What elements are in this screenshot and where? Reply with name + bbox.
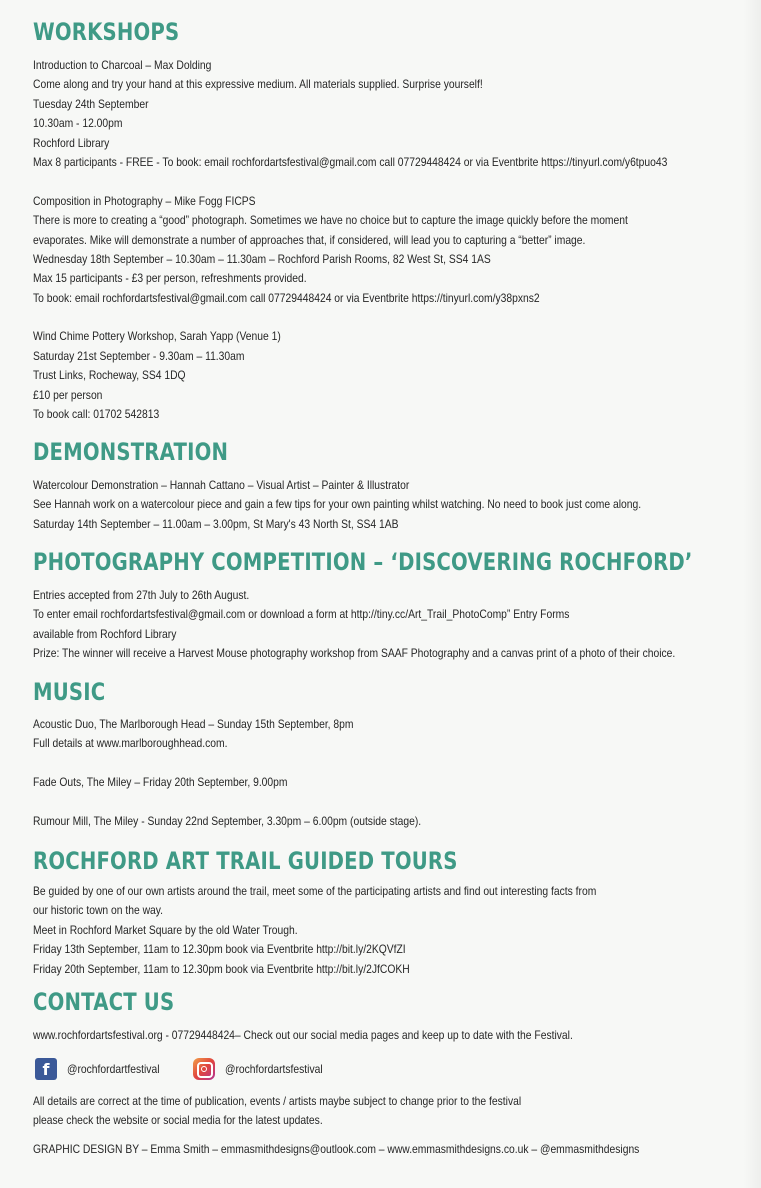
contact-heading: CONTACT US — [33, 988, 175, 1016]
workshops-heading: WORKSHOPS — [33, 18, 180, 46]
music-text-line: Fade Outs, The Miley – Friday 20th September, 9.00pm — [33, 775, 288, 790]
workshop-text-line: Introduction to Charcoal – Max Dolding — [33, 58, 212, 72]
workshop-text-line: Rochford Library — [33, 135, 110, 150]
workshop-text-line: To book: email rochfordartsfestival@gmail.com call 07729448424 or via Eventbrite https://tinyurl.com/y38pxns2 — [33, 290, 540, 305]
disclaimer-line: please check the website or social media for the latest updates. — [33, 1113, 323, 1128]
workshop-text-line — [33, 308, 635, 327]
facebook-handle: @rochfordartfestival — [67, 1062, 160, 1076]
contact-website-block — [33, 1026, 733, 1045]
workshop-text-line: Max 8 participants - FREE - To book: email rochfordartsfestival@gmail.com call 07729448424 or via Eventbrite https://tinyurl.com/y6tpuo43 — [33, 154, 668, 169]
workshop-text-line: £10 per person — [33, 387, 103, 402]
tours-text-line: Friday 20th September, 11am to 12.30pm book via Eventbrite http://bit.ly/2JfCOKH — [33, 961, 410, 976]
demonstration-heading: DEMONSTRATION — [33, 438, 229, 466]
tours-text-line: Be guided by one of our own artists around the trail, meet some of the participating artists and find out interesting facts from — [33, 884, 597, 898]
workshop-text-line: Trust Links, Rocheway, SS4 1DQ — [33, 368, 186, 383]
photography-text-line: Entries accepted from 27th July to 26th August. — [33, 588, 250, 602]
demonstration-text-line: See Hannah work on a watercolour piece and gain a few tips for your own painting whilst watching. No need to book just come along. — [33, 497, 642, 512]
photography-section — [33, 586, 733, 664]
workshop-text-line: Saturday 21st September - 9.30am – 11.30am — [33, 348, 245, 363]
workshop-text-line: 10.30am - 12.00pm — [33, 116, 123, 131]
tours-heading: ROCHFORD ART TRAIL GUIDED TOURS — [33, 847, 458, 875]
workshop-text-line: Wind Chime Pottery Workshop, Sarah Yapp (Venue 1) — [33, 329, 281, 344]
music-text-line — [33, 754, 635, 773]
disclaimer-line: All details are correct at the time of publication, events / artists maybe subject to change prior to the festival — [33, 1094, 522, 1108]
tours-text-line: Meet in Rochford Market Square by the old Water Trough. — [33, 922, 298, 937]
music-heading: MUSIC — [33, 678, 106, 706]
tours-text-line: Friday 13th September, 11am to 12.30pm book via Eventbrite http://bit.ly/2KQVfZI — [33, 942, 406, 957]
instagram-handle: @rochfordartsfestival — [225, 1062, 323, 1076]
workshop-text-line: Composition in Photography – Mike Fogg FICPS — [33, 193, 256, 208]
photography-heading: PHOTOGRAPHY COMPETITION – ‘DISCOVERING ROCHFORD’ — [33, 548, 693, 576]
workshop-text-line: Come along and try your hand at this expressive medium. All materials supplied. Surprise yourself! — [33, 77, 483, 92]
instagram-icon — [193, 1058, 215, 1080]
workshops-section — [33, 56, 733, 424]
contact-website-line: www.rochfordartsfestival.org - 07729448424– Check out our social media pages and keep up to date with the Festival. — [33, 1028, 573, 1042]
music-section — [33, 715, 733, 831]
workshop-text-line: Tuesday 24th September — [33, 96, 149, 111]
music-text-line: Rumour Mill, The Miley - Sunday 22nd September, 3.30pm – 6.00pm (outside stage). — [33, 813, 422, 828]
design-credit: GRAPHIC DESIGN BY – Emma Smith – emmasmithdesigns@outlook.com – www.emmasmithdesigns.co.uk – @emmasmithdesigns — [33, 1142, 640, 1156]
tours-text-line: our historic town on the way. — [33, 903, 164, 918]
demonstration-text-line: Watercolour Demonstration – Hannah Cattano – Visual Artist – Painter & Illustrator — [33, 478, 410, 492]
workshop-text-line: evaporates. Mike will demonstrate a number of approaches that, if considered, will lead you to capturing a “better” image. — [33, 232, 586, 247]
demonstration-section — [33, 476, 733, 534]
photography-text-line: To enter email rochfordartsfestival@gmail.com or download a form at http://tiny.cc/Art_Trail_PhotoComp” Entry Forms — [33, 607, 570, 622]
workshop-text-line: Wednesday 18th September – 10.30am – 11.30am – Rochford Parish Rooms, 82 West St, SS4 1AS — [33, 251, 491, 266]
demonstration-text-line: Saturday 14th September – 11.00am – 3.00pm, St Mary's 43 North St, SS4 1AB — [33, 516, 399, 531]
design-credit-block — [33, 1140, 733, 1159]
music-text-line — [33, 793, 635, 812]
workshop-text-line — [33, 172, 635, 191]
workshop-text-line: There is more to creating a “good” photograph. Sometimes we have no choice but to capture the image quickly before the moment — [33, 213, 628, 228]
workshop-text-line: To book call: 01702 542813 — [33, 407, 160, 422]
photography-text-line: Prize: The winner will receive a Harvest Mouse photography workshop from SAAF Photography and a canvas print of a photo of their choice. — [33, 646, 676, 661]
disclaimer-block — [33, 1092, 733, 1131]
photography-text-line: available from Rochford Library — [33, 626, 177, 641]
page-edge-shadow — [743, 0, 761, 1188]
facebook-icon: f — [35, 1058, 57, 1080]
music-text-line: Full details at www.marlboroughhead.com. — [33, 736, 228, 751]
tours-section — [33, 882, 733, 979]
workshop-text-line: Max 15 participants - £3 per person, refreshments provided. — [33, 271, 307, 286]
music-text-line: Acoustic Duo, The Marlborough Head – Sunday 15th September, 8pm — [33, 717, 354, 731]
